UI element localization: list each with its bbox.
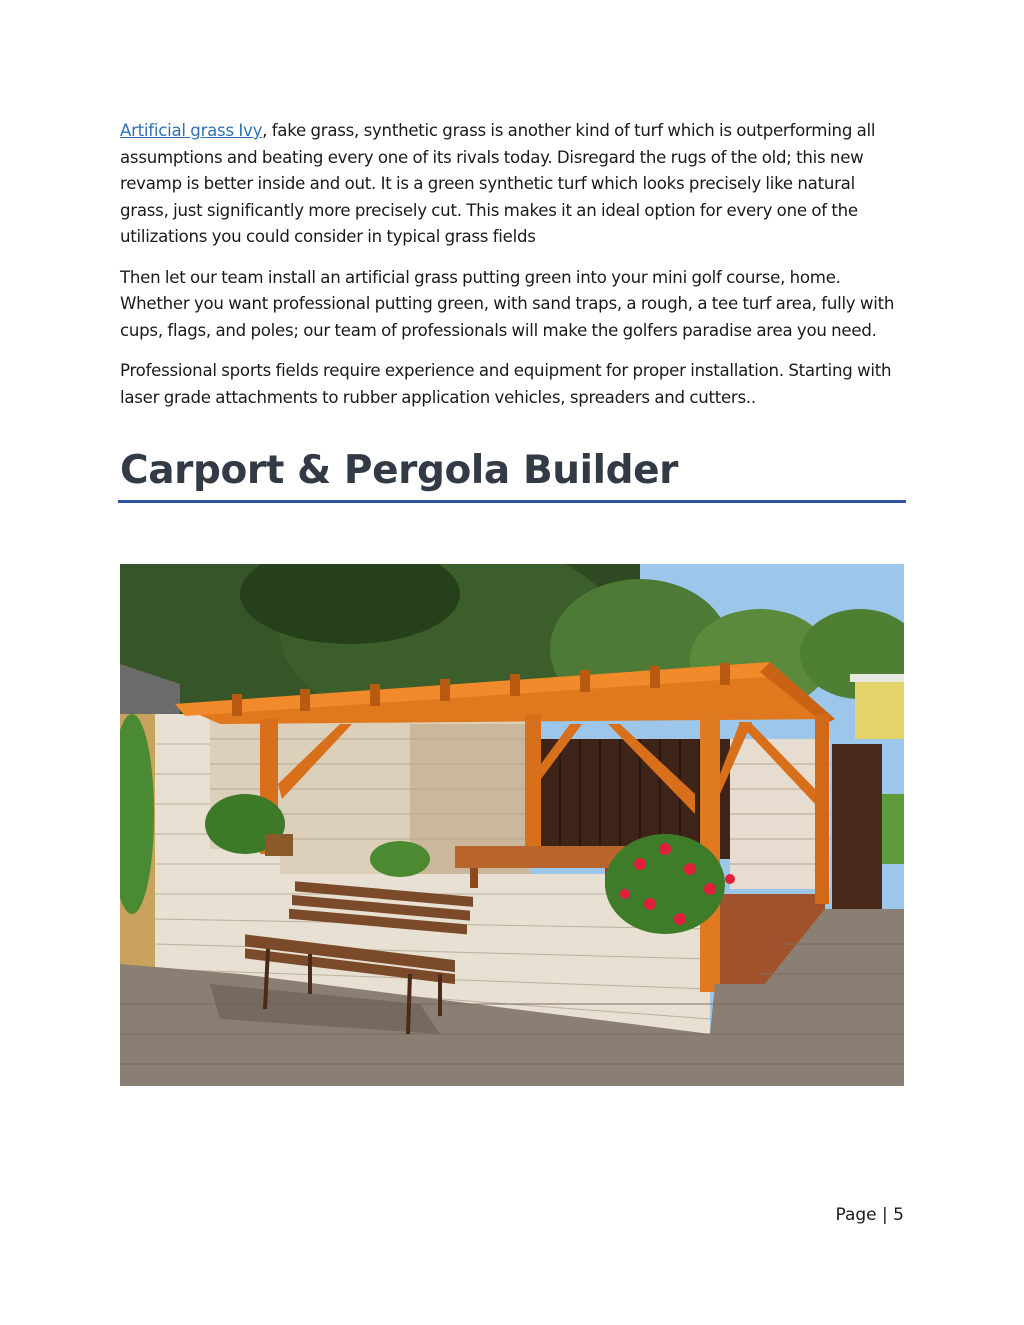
artificial-grass-ivy-link[interactable]: Artificial grass Ivy bbox=[120, 121, 263, 140]
body-text bbox=[120, 118, 906, 425]
page-label: Page bbox=[835, 1205, 877, 1225]
paragraph-sports-fields: Professional sports fields require experience and equipment for proper installation. Starting with laser grade attachments to rubber application vehicles, spreaders and cutters.. bbox=[120, 361, 892, 407]
paragraph-putting-green: Then let our team install an artificial grass putting green into your mini golf course, home. Whether you want professional putting green, with sand traps, a rough, a tee turf area, fully with cups, flags, and poles; our team of professionals will make the golfers paradise area you need. bbox=[120, 267, 895, 340]
page-separator: | bbox=[882, 1205, 888, 1225]
paragraph-1-text: , fake grass, synthetic grass is another kind of turf which is outperforming all assumptions and beating every one of its rivals today. Disregard the rugs of the old; this new revamp is better inside and out. It is a green synthetic turf which looks precisely like natural grass, just significantly more precisely cut. This makes it an ideal option for every one of the utilizations you could consider in typical grass fields bbox=[120, 121, 876, 246]
heading-underline bbox=[118, 500, 906, 503]
page-number: 5 bbox=[893, 1205, 904, 1225]
page-footer bbox=[835, 1205, 904, 1225]
pergola-photo bbox=[120, 564, 904, 1086]
section-heading: Carport & Pergola Builder bbox=[120, 448, 678, 493]
paragraph-artificial-grass bbox=[120, 118, 906, 251]
